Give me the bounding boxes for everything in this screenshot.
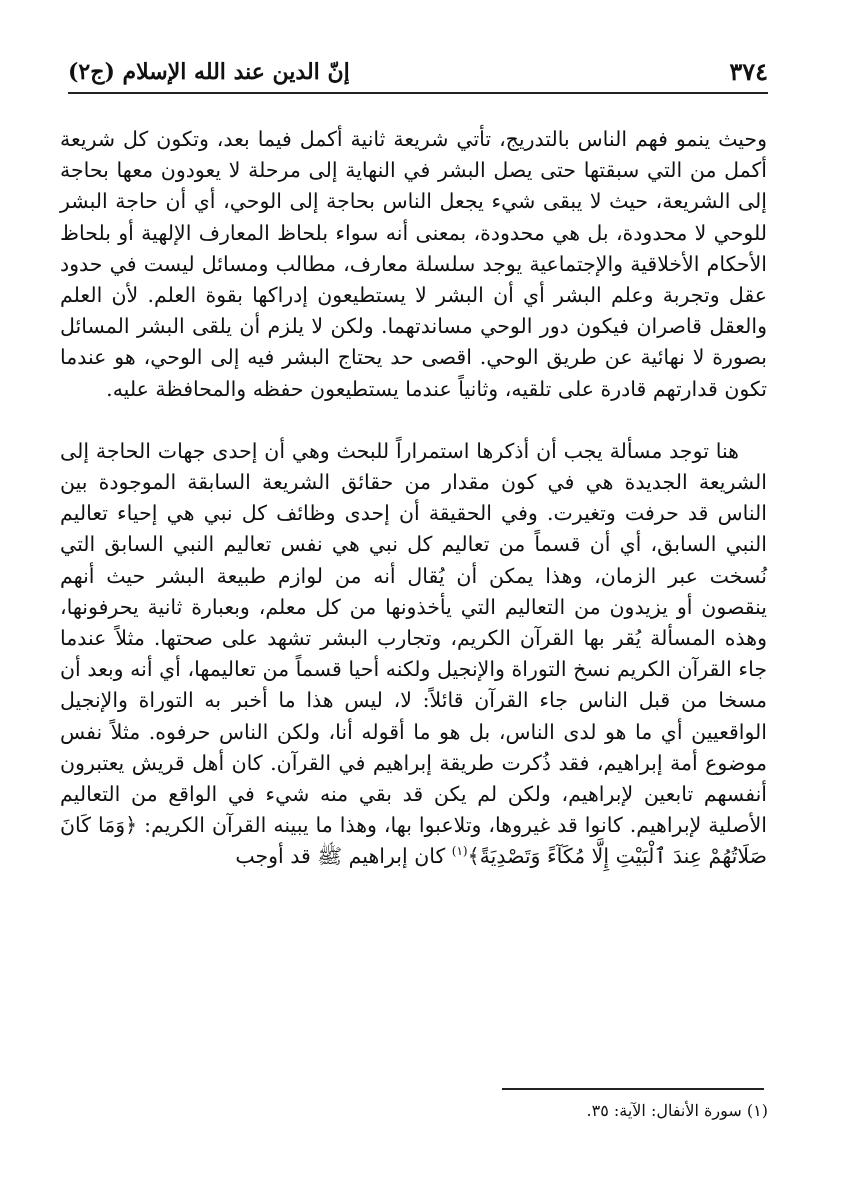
footnote: (١) سورة الأنفال: الآية: ٣٥.	[586, 1101, 768, 1120]
footnote-marker: (١)	[451, 844, 468, 859]
header-divider	[68, 92, 768, 94]
paragraph-text-end: كان إبراهيم ﷺ قد أوجب	[235, 844, 452, 869]
page-number: ٣٧٤	[729, 57, 768, 86]
footnote-divider	[502, 1088, 764, 1090]
quran-verse: ﴿وَمَا كَانَ صَلَاتُهُمْ عِندَ ٱلْبَيْتِ إِلَّا مُكَآءً وَتَصْدِيَةً﴾	[60, 813, 767, 869]
main-text	[60, 124, 767, 873]
paragraph	[60, 436, 767, 873]
paragraph: وحيث ينمو فهم الناس بالتدريج، تأتي شريعة ثانية أكمل فيما بعد، وتكون كل شريعة أكمل من التي سبقتها حتى يصل البشر في النهاية إلى مرحلة لا يعودون معها بحاجة إلى الشريعة، حيث لا يبقى شيء يجعل الناس بحاجة إلى الوحي، أي أن حاجة البشر للوحي لا محدودة، بل هي محدودة، بمعنى أنه سواء بلحاظ المعارف الإلهية أو بلحاظ الأحكام الأخلاقية والإجتماعية يوجد سلسلة معارف، مطالب ومسائل ليست في حدود عقل وتجربة وعلم البشر أي أن البشر لا يستطيعون إدراكها بقوة العلم. لأن العلم والعقل قاصران فيكون دور الوحي مساندتهما. ولكن لا يلزم أن يلقى البشر المسائل بصورة لا نهائية عن طريق الوحي. اقصى حد يحتاج البشر فيه إلى الوحي، هو عندما تكون قدارتهم قادرة على تلقيه، وثانياً عندما يستطيعون حفظه والمحافظة عليه.	[60, 127, 767, 401]
running-title: إنّ الدين عند الله الإسلام (ج٢)	[68, 59, 350, 85]
page-header	[68, 56, 768, 96]
paragraph-text: هنا توجد مسألة يجب أن أذكرها استمراراً للبحث وهي أن إحدى جهات الحاجة إلى الشريعة الجديدة هي في كون مقدار من حقائق الشريعة السابقة الموجودة بين الناس قد حرفت وتغيرت. وفي الحقيقة أن إحدى وظائف كل نبي هي إحياء تعاليم النبي السابق، أي أن قسماً من تعاليم كل نبي هي نفس تعاليم النبي السابق التي نُسخت عبر الزمان، وهذا يمكن أن يُقال أنه من لوازم طبيعة البشر حيث أنهم ينقصون أو يزيدون من التعاليم التي يأخذونها من كل معلم، وبعبارة ثانية يحرفونها، وهذه المسألة يُقر بها القرآن الكريم، وتجارب البشر تشهد على صحتها. مثلاً عندما جاء القرآن الكريم نسخ التوراة والإنجيل ولكنه أحيا قسماً من تعاليمها، أي أنه وبعد أن مسخا من قبل الناس جاء القرآن قائلاً: لا، ليس هذا ما أخبر به التوراة والإنجيل الواقعيين أي ما هو لدى الناس، بل هو ما أقوله أنا، ولكن الناس حرفوه. مثلاً نفس موضوع أمة إبراهيم، فقد ذُكرت طريقة إبراهيم في القرآن. كان أهل قريش يعتبرون أنفسهم تابعين لإبراهيم، ولكن لم يكن قد بقي منه شيء في الواقع من التعاليم الأصلية لإبراهيم. كانوا قد غيروها، وتلاعبوا بها، وهذا ما يبينه القرآن الكريم:	[60, 438, 767, 838]
